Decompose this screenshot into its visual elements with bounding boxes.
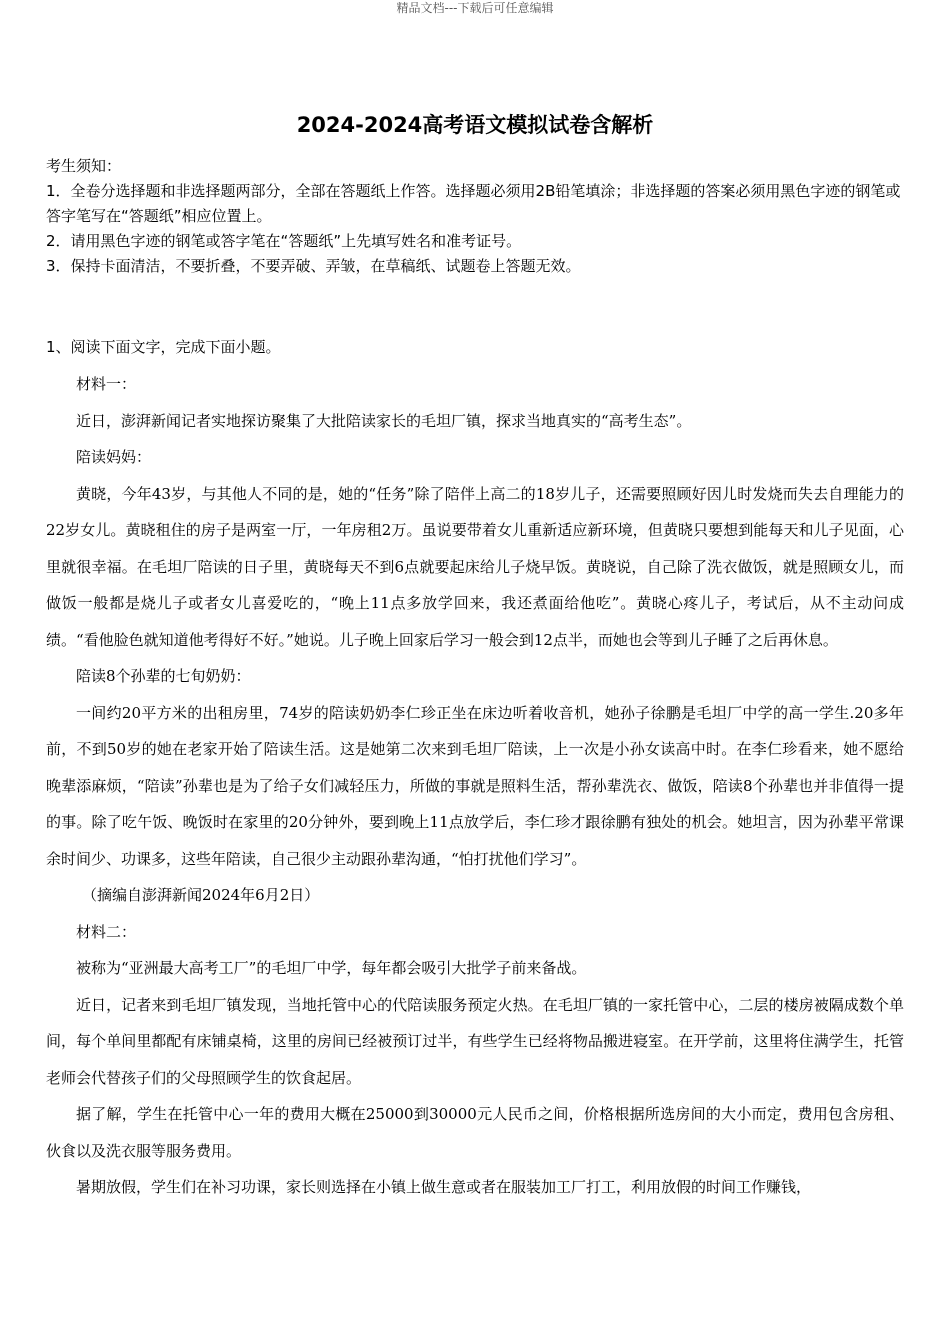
- source-note: （摘编自澎湃新闻2024年6月2日）: [82, 886, 320, 904]
- notice-item-3: 3．保持卡面清洁，不要折叠，不要弄破、弄皱，在草稿纸、试题卷上答题无效。: [46, 257, 581, 275]
- paragraph: 近日，澎湃新闻记者实地探访聚集了大批陪读家长的毛坦厂镇，探求当地真实的“高考生态”。: [76, 411, 692, 430]
- notice-item-1: 1．全卷分选择题和非选择题两部分，全部在答题纸上作答。选择题必须用2B铅笔填涂；非选择题的答案必须用黑色字迹的钢笔或答字笔写在“答题纸”相应位置上。: [46, 182, 901, 225]
- notice-heading: 考生须知：: [46, 157, 122, 175]
- paragraph: 被称为“亚洲最大高考工厂”的毛坦厂中学，每年都会吸引大批学子前来备战。: [76, 959, 587, 977]
- paragraph: 暑期放假，学生们在补习功课，家长则选择在小镇上做生意或者在服装加工厂打工，利用放假的时间工作赚钱，: [76, 1178, 812, 1196]
- header-watermark: 精品文档---下载后可任意编辑: [396, 1, 554, 15]
- document-page: [46, 110, 904, 1206]
- paragraph: 近日，记者来到毛坦厂镇发现，当地托管中心的代陪读服务预定火热。在毛坦厂镇的一家托管中心，二层的楼房被隔成数个单间，每个单间里都配有床铺桌椅，这里的房间已经被预订过半，有些学生已经将物品搬进寝室。在开学前，这里将住满学生，托管老师会代替孩子们的父母照顾学生的饮食起居。: [46, 995, 904, 1087]
- material-one-label: 材料一：: [76, 375, 137, 393]
- subheading-mother: 陪读妈妈：: [76, 448, 152, 466]
- candidate-notice: [46, 154, 904, 279]
- subheading-grandmother: 陪读8个孙辈的七旬奶奶：: [76, 667, 251, 685]
- question-prompt: 1、阅读下面文字，完成下面小题。: [46, 338, 281, 356]
- material-two-label: 材料二：: [76, 922, 137, 941]
- paragraph: 一间约20平方米的出租房里，74岁的陪读奶奶李仁珍正坐在床边听着收音机，她孙子徐鹏是毛坦厂中学的高一学生.20多年前，不到50岁的她在老家开始了陪读生活。这是她第二次来到毛坦厂陪读，上一次是小孙女读高中时。在李仁珍看来，她不愿给晚辈添麻烦，“陪读”孙辈也是为了给子女们减轻压力，所做的事就是照料生活，帮孙辈洗衣、做饭，陪读8个孙辈也并非值得一提的事。除了吃午饭、晚饭时在家里的20分钟外，要到晚上11点放学后，李仁珍才跟徐鹏有独处的机会。她坦言，因为孙辈平常课余时间少、功课多，这些年陪读，自己很少主动跟孙辈沟通，“怕打扰他们学习”。: [46, 703, 904, 868]
- notice-item-2: 2．请用黑色字迹的钢笔或答字笔在“答题纸”上先填写姓名和准考证号。: [46, 232, 522, 250]
- paragraph: 据了解，学生在托管中心一年的费用大概在25000到30000元人民币之间，价格根据所选房间的大小而定，费用包含房租、伙食以及洗衣服等服务费用。: [46, 1105, 904, 1160]
- paragraph: 黄晓，今年43岁，与其他人不同的是，她的“任务”除了陪伴上高二的18岁儿子，还需要照顾好因儿时发烧而失去自理能力的22岁女儿。黄晓租住的房子是两室一厅，一年房租2万。虽说要带着女儿重新适应新环境，但黄晓只要想到能每天和儿子见面，心里就很幸福。在毛坦厂陪读的日子里，黄晓每天不到6点就要起床给儿子烧早饭。黄晓说，自己除了洗衣做饭，就是照顾女儿，而做饭一般都是烧儿子或者女儿喜爱吃的，“晚上11点多放学回来，我还煮面给他吃”。黄晓心疼儿子，考试后，从不主动问成绩。“看他脸色就知道他考得好不好。”她说。儿子晚上回家后学习一般会到12点半，而她也会等到儿子睡了之后再休息。: [46, 484, 904, 649]
- document-title: 2024-2024高考语文模拟试卷含解析: [296, 113, 654, 137]
- reading-material: [46, 366, 904, 1206]
